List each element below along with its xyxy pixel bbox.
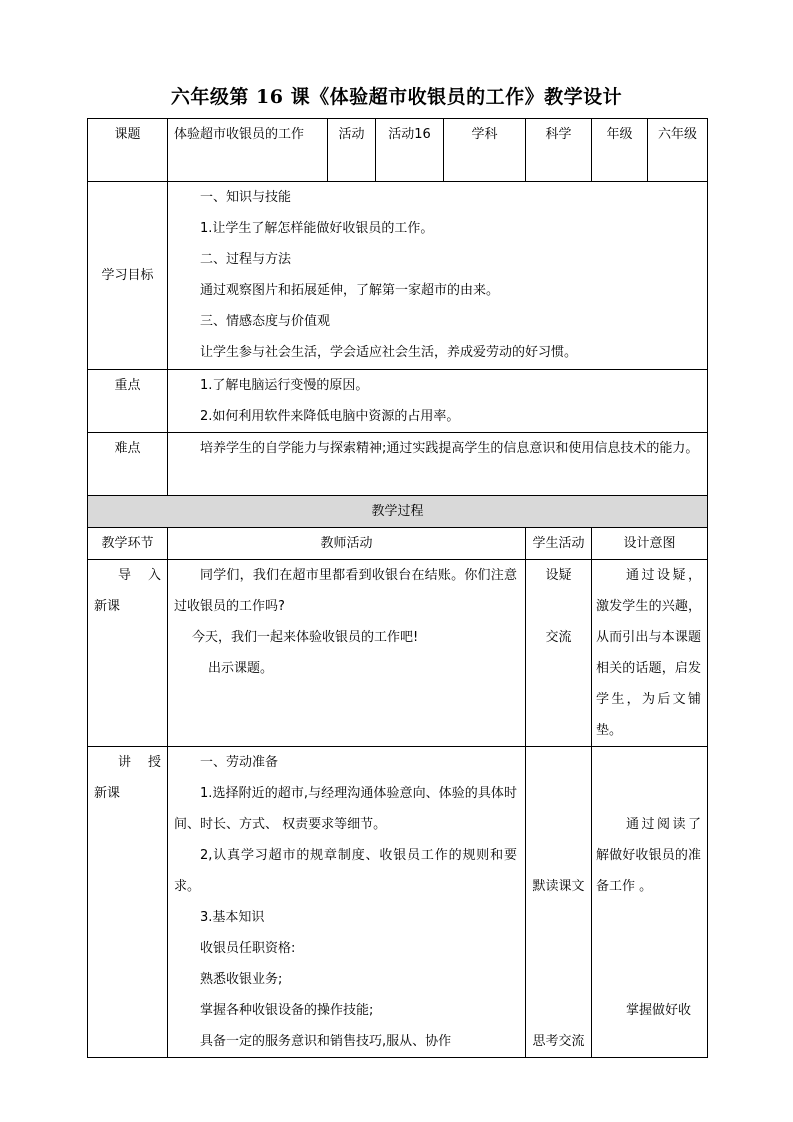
intro-stage: 导 入新课: [88, 560, 168, 747]
intro-student-2: 交流: [545, 630, 572, 645]
objective-line: 让学生参与社会生活，学会适应社会生活，养成爱劳动的好习惯。: [200, 345, 578, 360]
grade-label: 年级: [592, 119, 648, 182]
objective-line: 一、知识与技能: [200, 190, 292, 205]
objectives-row: [88, 182, 708, 370]
lesson-value: 体验超市收银员的工作: [168, 119, 328, 182]
teach-teacher-line: 收银员任职资格:: [200, 941, 296, 956]
objective-line: 1.让学生了解怎样能做好收银员的工作。: [200, 221, 434, 236]
process-header-row: [88, 496, 708, 528]
difficulties-row: [88, 433, 708, 496]
col-stage: 教学环节: [88, 528, 168, 560]
process-header: 教学过程: [88, 496, 708, 528]
teach-teacher-line: 具备一定的服务意识和销售技巧,服从、协作: [200, 1034, 452, 1049]
col-design: 设计意图: [592, 528, 708, 560]
process-columns-row: [88, 528, 708, 560]
teach-teacher-line: 掌握各种收银设备的操作技能;: [200, 1003, 374, 1018]
teach-design-1: 通过阅读了解做好收银员的准备工作 。: [596, 817, 701, 894]
intro-student-1: 设疑: [545, 568, 572, 583]
teach-student-1: 默读课文: [532, 879, 585, 894]
objectives-label: 学习目标: [88, 182, 168, 370]
teach-teacher-line: 一、劳动准备: [200, 755, 279, 770]
info-row: [88, 119, 708, 182]
intro-design: 通过设疑，激发学生的兴趣，从而引出与本课题相关的话题，启发学生，为后文铺垫。: [592, 560, 708, 747]
subject-label: 学科: [444, 119, 526, 182]
teach-design-2: 掌握做好收: [626, 1003, 692, 1018]
objective-line: 三、情感态度与价值观: [200, 314, 331, 329]
key-points-label: 重点: [88, 370, 168, 433]
intro-row: [88, 560, 708, 747]
difficulties-label: 难点: [88, 433, 168, 496]
activity-label: 活动: [328, 119, 376, 182]
key-point-line: 2.如何利用软件来降低电脑中资源的占用率。: [200, 409, 460, 424]
key-points-row: [88, 370, 708, 433]
intro-teacher-line: 出示课题。: [208, 661, 274, 676]
col-teacher: 教师活动: [168, 528, 526, 560]
teach-student-2: 思考交流: [532, 1034, 585, 1049]
subject-value: 科学: [526, 119, 592, 182]
intro-teacher-line: 同学们，我们在超市里都看到收银台在结账。你们注意过收银员的工作吗?: [174, 568, 517, 614]
teach-row: [88, 747, 708, 1058]
teach-teacher-line: 3.基本知识: [200, 910, 265, 925]
teach-teacher-line: 2,认真学习超市的规章制度、收银员工作的规则和要求。: [174, 848, 517, 894]
grade-value: 六年级: [648, 119, 708, 182]
lesson-label: 课题: [88, 119, 168, 182]
teach-stage: 讲 授新课: [88, 747, 168, 1058]
difficulties-text: 培养学生的自学能力与探索精神;通过实践提高学生的信息意识和使用信息技术的能力。: [168, 433, 708, 496]
teach-teacher-line: 熟悉收银业务;: [200, 972, 283, 987]
page-title: 六年级第 16 课《体验超市收银员的工作》教学设计: [170, 86, 623, 108]
key-point-line: 1.了解电脑运行变慢的原因。: [200, 378, 369, 393]
objective-line: 二、过程与方法: [200, 252, 292, 267]
objective-line: 通过观察图片和拓展延伸，了解第一家超市的由来。: [200, 283, 500, 298]
lesson-plan-table: [87, 118, 708, 1058]
intro-teacher-line: 今天，我们一起来体验收银员的工作吧!: [192, 630, 419, 645]
col-student: 学生活动: [526, 528, 592, 560]
activity-value: 活动16: [376, 119, 444, 182]
teach-teacher-line: 1.选择附近的超市,与经理沟通体验意向、体验的具体时间、时长、方式、 权责要求等细节。: [174, 786, 517, 832]
